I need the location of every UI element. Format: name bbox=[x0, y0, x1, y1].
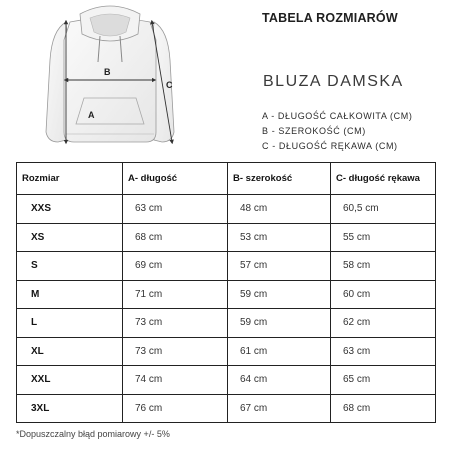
label-a: A bbox=[88, 110, 95, 120]
table-row bbox=[17, 280, 436, 309]
table-row bbox=[17, 195, 436, 224]
sleeve-cell: 60 cm bbox=[331, 280, 436, 309]
width-cell: 53 cm bbox=[228, 223, 331, 252]
legend-item-a: A - DŁUGOŚĆ CAŁKOWITA (CM) bbox=[262, 111, 413, 121]
size-cell: XL bbox=[17, 337, 123, 366]
sleeve-cell: 58 cm bbox=[331, 252, 436, 281]
hoodie-drawing bbox=[0, 0, 200, 160]
size-cell: L bbox=[17, 309, 123, 338]
width-cell: 67 cm bbox=[228, 394, 331, 423]
table-row bbox=[17, 337, 436, 366]
sleeve-cell: 68 cm bbox=[331, 394, 436, 423]
width-cell: 64 cm bbox=[228, 366, 331, 395]
width-cell: 57 cm bbox=[228, 252, 331, 281]
table-header-row bbox=[17, 163, 436, 195]
width-cell: 48 cm bbox=[228, 195, 331, 224]
label-c: C bbox=[166, 80, 173, 90]
measurement-tolerance-note: *Dopuszczalny błąd pomiarowy +/- 5% bbox=[16, 429, 170, 439]
length-cell: 71 cm bbox=[123, 280, 228, 309]
length-cell: 73 cm bbox=[123, 337, 228, 366]
table-row bbox=[17, 309, 436, 338]
sleeve-cell: 62 cm bbox=[331, 309, 436, 338]
length-cell: 63 cm bbox=[123, 195, 228, 224]
length-cell: 68 cm bbox=[123, 223, 228, 252]
measurement-legend bbox=[262, 109, 412, 154]
width-cell: 59 cm bbox=[228, 280, 331, 309]
size-cell: XXS bbox=[17, 195, 123, 224]
size-cell: M bbox=[17, 280, 123, 309]
product-name: BLUZA DAMSKA bbox=[263, 73, 404, 90]
width-cell: 61 cm bbox=[228, 337, 331, 366]
length-cell: 76 cm bbox=[123, 394, 228, 423]
sleeve-cell: 63 cm bbox=[331, 337, 436, 366]
sleeve-cell: 65 cm bbox=[331, 366, 436, 395]
size-table bbox=[16, 162, 436, 423]
sleeve-cell: 55 cm bbox=[331, 223, 436, 252]
header-size: Rozmiar bbox=[17, 163, 123, 195]
size-cell: XS bbox=[17, 223, 123, 252]
legend-item-c: C - DŁUGOŚĆ RĘKAWA (CM) bbox=[262, 141, 398, 151]
hoodie-illustration bbox=[0, 0, 200, 160]
header-length: A- długość bbox=[123, 163, 228, 195]
width-cell: 59 cm bbox=[228, 309, 331, 338]
table-row bbox=[17, 223, 436, 252]
length-cell: 74 cm bbox=[123, 366, 228, 395]
label-b: B bbox=[104, 67, 111, 77]
legend-item-b: B - SZEROKOŚĆ (CM) bbox=[262, 126, 366, 136]
table-row bbox=[17, 394, 436, 423]
size-cell: 3XL bbox=[17, 394, 123, 423]
length-cell: 69 cm bbox=[123, 252, 228, 281]
size-cell: S bbox=[17, 252, 123, 281]
table-row bbox=[17, 252, 436, 281]
table-row bbox=[17, 366, 436, 395]
size-cell: XXL bbox=[17, 366, 123, 395]
header-sleeve: C- długość rękawa bbox=[331, 163, 436, 195]
header-width: B- szerokość bbox=[228, 163, 331, 195]
sleeve-cell: 60,5 cm bbox=[331, 195, 436, 224]
page-title: TABELA ROZMIARÓW bbox=[262, 11, 398, 25]
length-cell: 73 cm bbox=[123, 309, 228, 338]
